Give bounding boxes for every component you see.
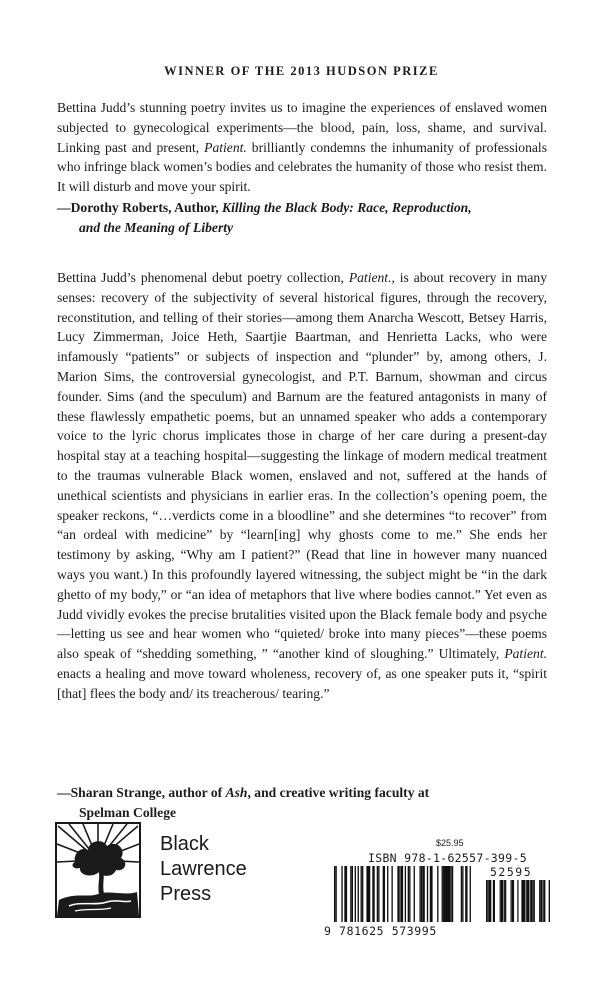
barcode-bar [512, 880, 514, 922]
isbn-number: ISBN 978-1-62557-399-5 [368, 851, 527, 865]
barcode-bar [419, 866, 420, 922]
barcode-bar [527, 880, 529, 922]
attribution-strange [57, 783, 557, 823]
barcode-bar [543, 880, 545, 922]
attribution-roberts-title: Killing the Black Body: Race, Reproduction, [222, 200, 472, 215]
barcode-bar [486, 880, 487, 922]
barcode-bar [431, 866, 432, 922]
barcode-bar [397, 866, 399, 922]
barcode-bar [525, 880, 526, 922]
barcode-bar [505, 880, 506, 922]
publisher-name-line3: Press [160, 883, 212, 905]
attribution-roberts-name: —Dorothy Roberts, Author, [57, 200, 223, 215]
price-label: $25.95 [436, 838, 464, 848]
barcode-bar [493, 880, 495, 922]
attribution-strange-book: Ash [225, 785, 248, 800]
barcode-bar [532, 880, 533, 922]
barcode-bar [355, 866, 356, 922]
barcode-bar [334, 866, 335, 922]
tree-sun-icon [55, 822, 141, 918]
barcode-bar [358, 866, 359, 922]
barcode-bar [352, 866, 353, 922]
barcode-bar [414, 866, 415, 922]
barcode-bar [402, 866, 403, 922]
publisher-name [160, 832, 247, 907]
barcode-bar [452, 866, 453, 922]
barcode-bar [362, 866, 363, 922]
barcode-bar [378, 866, 379, 922]
barcode-bar [487, 880, 488, 922]
barcode-bar [341, 866, 342, 922]
paragraph-text: is about recovery in many senses: recovery of the subjectivity of several historical figures, through the recovery, reconstitution, and telling of their stories—among them Anarcha Wescott, Betsey Harris, Lucy Zimmerman, Joice Heth, Saartjie Baartman, and Henrietta Lacks, who were infamously “patients” or subjects of inspection and “plunder” by, among others, J. Marion Sims, the controversial gynecologist, and P.T. Barnum, showman and circus founder. Sims (and the speculum) and Barnum are the featured antagonists in many of these flawlessly empathetic poems, but an unnamed speaker who adds a contemporary voice to the lyric chorus implicates those in charge of her care during a present-day hospital stay at a teaching hospital—suggesting the linkage of modern medical treatment to the traumas vulnerable Black women, enslaved and not, suffered at the hands of unethical scientists and physicians in earlier eras. In the collection’s opening poem, the speaker reckons, “…verdicts come in a bloodline” and she determines “to recover” from “an ordeal with medicine” by “learn[ing] why ghosts come to me.” She ends her testimony by asking, “Why am I patient?” (Read that line in however many nuanced ways you want.) In this profoundly layered witnessing, the subject might be “in the dark ghetto of my body,” or “an idea of metaphors that live where bodies cannot.” Yet even as Judd vividly evokes the precise brutalities visited upon the Black female body and psyche—letting us see and hear women who “quieted/ broke into many pieces”—these poems also speak of “shedding something, ” “another kind of sloughing.” Ultimately, [57, 270, 547, 662]
book-title: Patient. [204, 139, 247, 155]
barcode-bar [539, 880, 540, 922]
barcode-bar [391, 866, 392, 922]
barcode-bar [450, 866, 451, 922]
barcode-bar [523, 880, 525, 922]
barcode-bar [387, 866, 388, 922]
barcode-bar [408, 866, 409, 922]
barcode-bar [461, 866, 462, 922]
barcode-bar [346, 866, 347, 922]
barcode-bar [377, 866, 378, 922]
barcode-bar [470, 866, 471, 922]
barcode-bar [462, 866, 463, 922]
ean-digits: 9 781625 573995 [324, 924, 437, 938]
barcode-bar [422, 866, 424, 922]
barcode-bar [465, 866, 467, 922]
barcode-bar [335, 866, 336, 922]
attribution-roberts-title-cont: and the Meaning of Liberty [79, 219, 234, 235]
barcode-bar [504, 880, 505, 922]
barcode-bar [409, 866, 410, 922]
barcode-bar [490, 880, 491, 922]
barcode-bar [501, 880, 503, 922]
blurb-roberts [57, 98, 547, 197]
barcode-bar [531, 880, 532, 922]
barcode-bar [511, 880, 512, 922]
attribution-strange-college: Spelman College [79, 804, 177, 820]
barcode-bar [437, 866, 438, 922]
blurb-strange [57, 268, 547, 704]
paragraph-text: Bettina Judd’s phenomenal debut poetry collection, [57, 270, 349, 285]
attribution-strange-role: , and creative writing faculty at [247, 785, 430, 800]
prize-heading: WINNER OF THE 2013 HUDSON PRIZE [164, 64, 439, 78]
publisher-name-line1: Black [160, 833, 209, 855]
barcode-bar [405, 866, 406, 922]
paragraph-text: Bettina Judd’s stunning poetry invites us to imagine the experiences of enslaved women subjected to gynecological experiments—the blood, pain, loss, shame, and survival. Linking past and present, [57, 100, 547, 155]
barcode-bar [500, 880, 501, 922]
barcode-bar [442, 866, 443, 922]
barcode-bar [427, 866, 428, 922]
attribution-strange-name: —Sharan Strange, author of [57, 785, 226, 800]
barcode-bar [540, 880, 542, 922]
addon-barcode-bars [486, 880, 550, 922]
paragraph-text: enacts a healing and move toward wholeness, recovery of, as one speaker puts it, “spirit [that] flees the body and/ its treacherous/ tearing.” [57, 665, 547, 701]
barcode-bar [372, 866, 374, 922]
barcode-bar [534, 880, 535, 922]
ean-barcode-bars [334, 866, 474, 922]
price-addon-digits: 52595 [490, 865, 533, 879]
barcode-bar [449, 866, 450, 922]
barcode-bar [517, 880, 518, 922]
barcode-bar [530, 880, 531, 922]
book-title: Patient., [348, 270, 395, 285]
attribution-roberts [57, 198, 557, 238]
barcode-bar [350, 866, 351, 922]
book-title: Patient. [504, 646, 547, 662]
isbn-barcode [318, 838, 553, 948]
barcode-bar [421, 866, 422, 922]
publisher-name-line2: Lawrence [160, 858, 247, 880]
barcode-bar [361, 866, 362, 922]
barcode-bar [368, 866, 370, 922]
barcode-bar [549, 880, 550, 922]
paragraph-text: brilliantly condemns the inhumanity of professionals who infringe black women’s bodies and celebrates the humanity of those who resist them. It will disturb and move your spirit. [57, 139, 547, 195]
barcode-bar [383, 866, 385, 922]
